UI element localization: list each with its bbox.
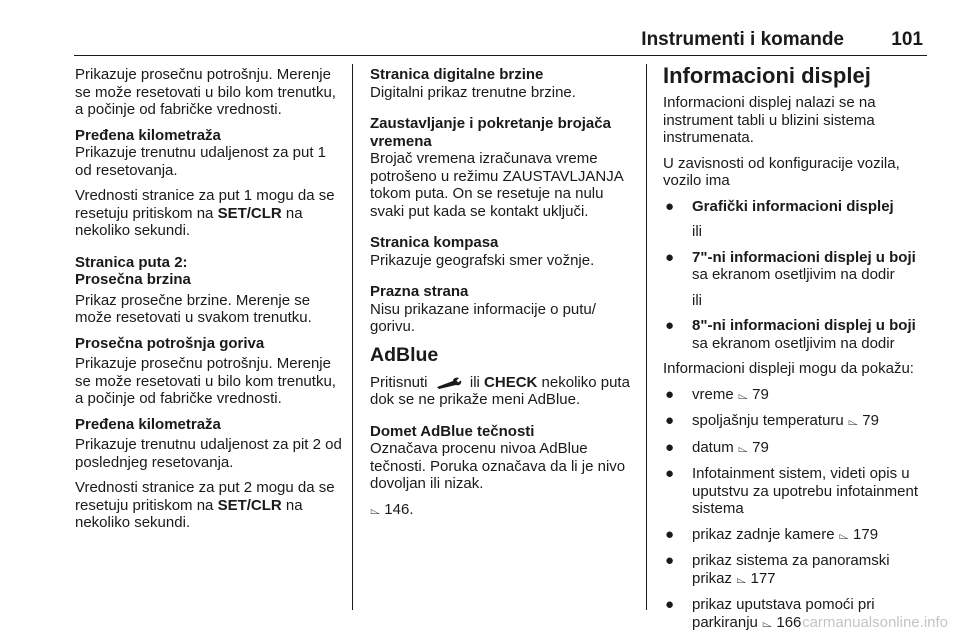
subheading: Prazna strana	[370, 283, 469, 300]
subheading: Stranica kompasa	[370, 234, 499, 251]
paragraph: Prikaz prosečne brzine. Merenje se može resetovati u svakom trenutku.	[75, 291, 312, 326]
page-ref-arrow-icon: ⌳	[737, 440, 748, 456]
list-item: ● prikaz sistema za panoramski prikaz ⌳ 177	[665, 552, 890, 587]
bullet-icon: ●	[665, 465, 675, 482]
display-items-list	[663, 386, 933, 633]
key-label: CHECK	[484, 373, 538, 391]
page-ref-arrow-icon: ⌳	[847, 414, 859, 429]
bullet-icon: ●	[665, 525, 675, 543]
option-item: ● 7"-ni informacioni displej u boji sa ekranom osetljivim na dodir	[665, 248, 916, 283]
section-heading-info-display: Informacioni displej	[663, 63, 871, 88]
section-heading-adblue: AdBlue	[370, 343, 439, 366]
subheading: Domet AdBlue tečnosti	[370, 422, 535, 440]
option-item: ● 8"-ni informacioni displej u boji sa ekranom osetljivim na dodir	[665, 317, 916, 352]
or-label: ili	[692, 223, 702, 240]
paragraph: Prikazuje prosečnu potrošnju. Merenje se može resetovati u bilo kom trenutku, a počinje od fabričke vrednosti.	[75, 355, 336, 407]
paragraph: Pritisnuti ili CHECK nekoliko puta dok se ne prikaže meni AdBlue.	[370, 373, 630, 408]
paragraph: Prikazuje trenutnu udaljenost za pit 2 od poslednjeg resetovanja.	[75, 436, 342, 471]
key-label: SET/CLR	[217, 496, 282, 514]
column-left	[75, 66, 345, 540]
list-item: ● datum ⌳ 79	[665, 438, 769, 456]
column-divider-2	[646, 64, 647, 610]
header-divider	[74, 55, 927, 56]
bullet-icon: ●	[665, 317, 675, 334]
page-ref-arrow-icon: ⌳	[370, 502, 381, 518]
paragraph: Prikazuje trenutnu udaljenost za put 1 od resetovanja.	[75, 144, 326, 179]
subheading: Prosečna brzina	[75, 271, 191, 288]
paragraph: Vrednosti stranice za put 2 mogu da se resetuju pritiskom na SET/CLR na nekoliko sekundi.	[75, 479, 335, 531]
key-label: SET/CLR	[217, 204, 282, 222]
list-item: ● prikaz uputstava pomoći pri parkiranju ⌳ 166	[665, 596, 875, 631]
paragraph: Digitalni prikaz trenutne brzine.	[370, 83, 576, 101]
page-ref-arrow-icon: ⌳	[737, 387, 748, 403]
paragraph: Označava procenu nivoa AdBlue tečnosti. Poruka označava da li je nivo dovoljan ili nizak.	[370, 440, 626, 492]
column-right	[663, 63, 933, 640]
paragraph: Vrednosti stranice za put 1 mogu da se resetuju pritiskom na SET/CLR na nekoliko sekundi.	[75, 187, 335, 239]
list-item: ● spoljašnju temperaturu ⌳ 79	[665, 412, 879, 429]
column-divider-1	[352, 64, 353, 610]
or-label: ili	[692, 291, 702, 309]
paragraph: Nisu prikazane informacije o putu/ gorivu.	[370, 300, 596, 335]
bullet-icon: ●	[665, 385, 675, 403]
paragraph: Informacioni displej nalazi se na instrument tabli u blizini sistema instrumenata.	[663, 94, 876, 146]
subheading: Pređena kilometraža	[75, 126, 221, 144]
list-item: ● prikaz zadnje kamere ⌳ 179	[665, 525, 879, 543]
page-ref-arrow-icon: ⌳	[762, 615, 773, 631]
option-item: ● Grafički informacioni displej	[665, 197, 894, 215]
bullet-icon: ●	[665, 552, 675, 569]
subheading: Pređena kilometraža	[75, 415, 221, 433]
paragraph: Prikazuje prosečnu potrošnju. Merenje se može resetovati u bilo kom trenutku, a počinje od fabričke vrednosti.	[75, 66, 336, 118]
wrench-icon	[435, 377, 463, 389]
paragraph: Informacioni displeji mogu da pokažu:	[663, 360, 914, 377]
paragraph: Brojač vremena izračunava vreme potrošeno u režimu ZAUSTAVLJANJA tokom puta. On se resetuje na nulu svaki put kada se kontakt uključi.	[370, 150, 623, 220]
bullet-icon: ●	[665, 412, 675, 429]
paragraph: U zavisnosti od konfiguracije vozila, vozilo ima	[663, 154, 900, 189]
subheading: Zaustavljanje i pokretanje brojača vremena	[370, 115, 611, 150]
list-item: ● Infotainment sistem, videti opis u uputstvu za upotrebu infotainment sistema	[665, 465, 918, 517]
bullet-icon: ●	[665, 197, 675, 215]
paragraph: Prikazuje geografski smer vožnje.	[370, 251, 595, 269]
watermark: carmanualsonline.info	[802, 614, 948, 631]
bullet-icon: ●	[665, 248, 675, 266]
column-middle	[370, 66, 638, 527]
page-ref-arrow-icon: ⌳	[838, 527, 849, 543]
page-number: 101	[891, 29, 923, 50]
subheading: Prosečna potrošnja goriva	[75, 334, 265, 352]
page-header-title: Instrumenti i komande	[641, 29, 844, 50]
subheading: Stranica digitalne brzine	[370, 66, 544, 83]
subheading: Stranica puta 2:	[75, 253, 188, 271]
bullet-icon: ●	[665, 438, 675, 456]
page-reference: ⌳ 146.	[370, 500, 414, 518]
bullet-icon: ●	[665, 596, 675, 613]
page-ref-arrow-icon: ⌳	[736, 571, 747, 587]
list-item: ● vreme ⌳ 79	[665, 385, 769, 403]
